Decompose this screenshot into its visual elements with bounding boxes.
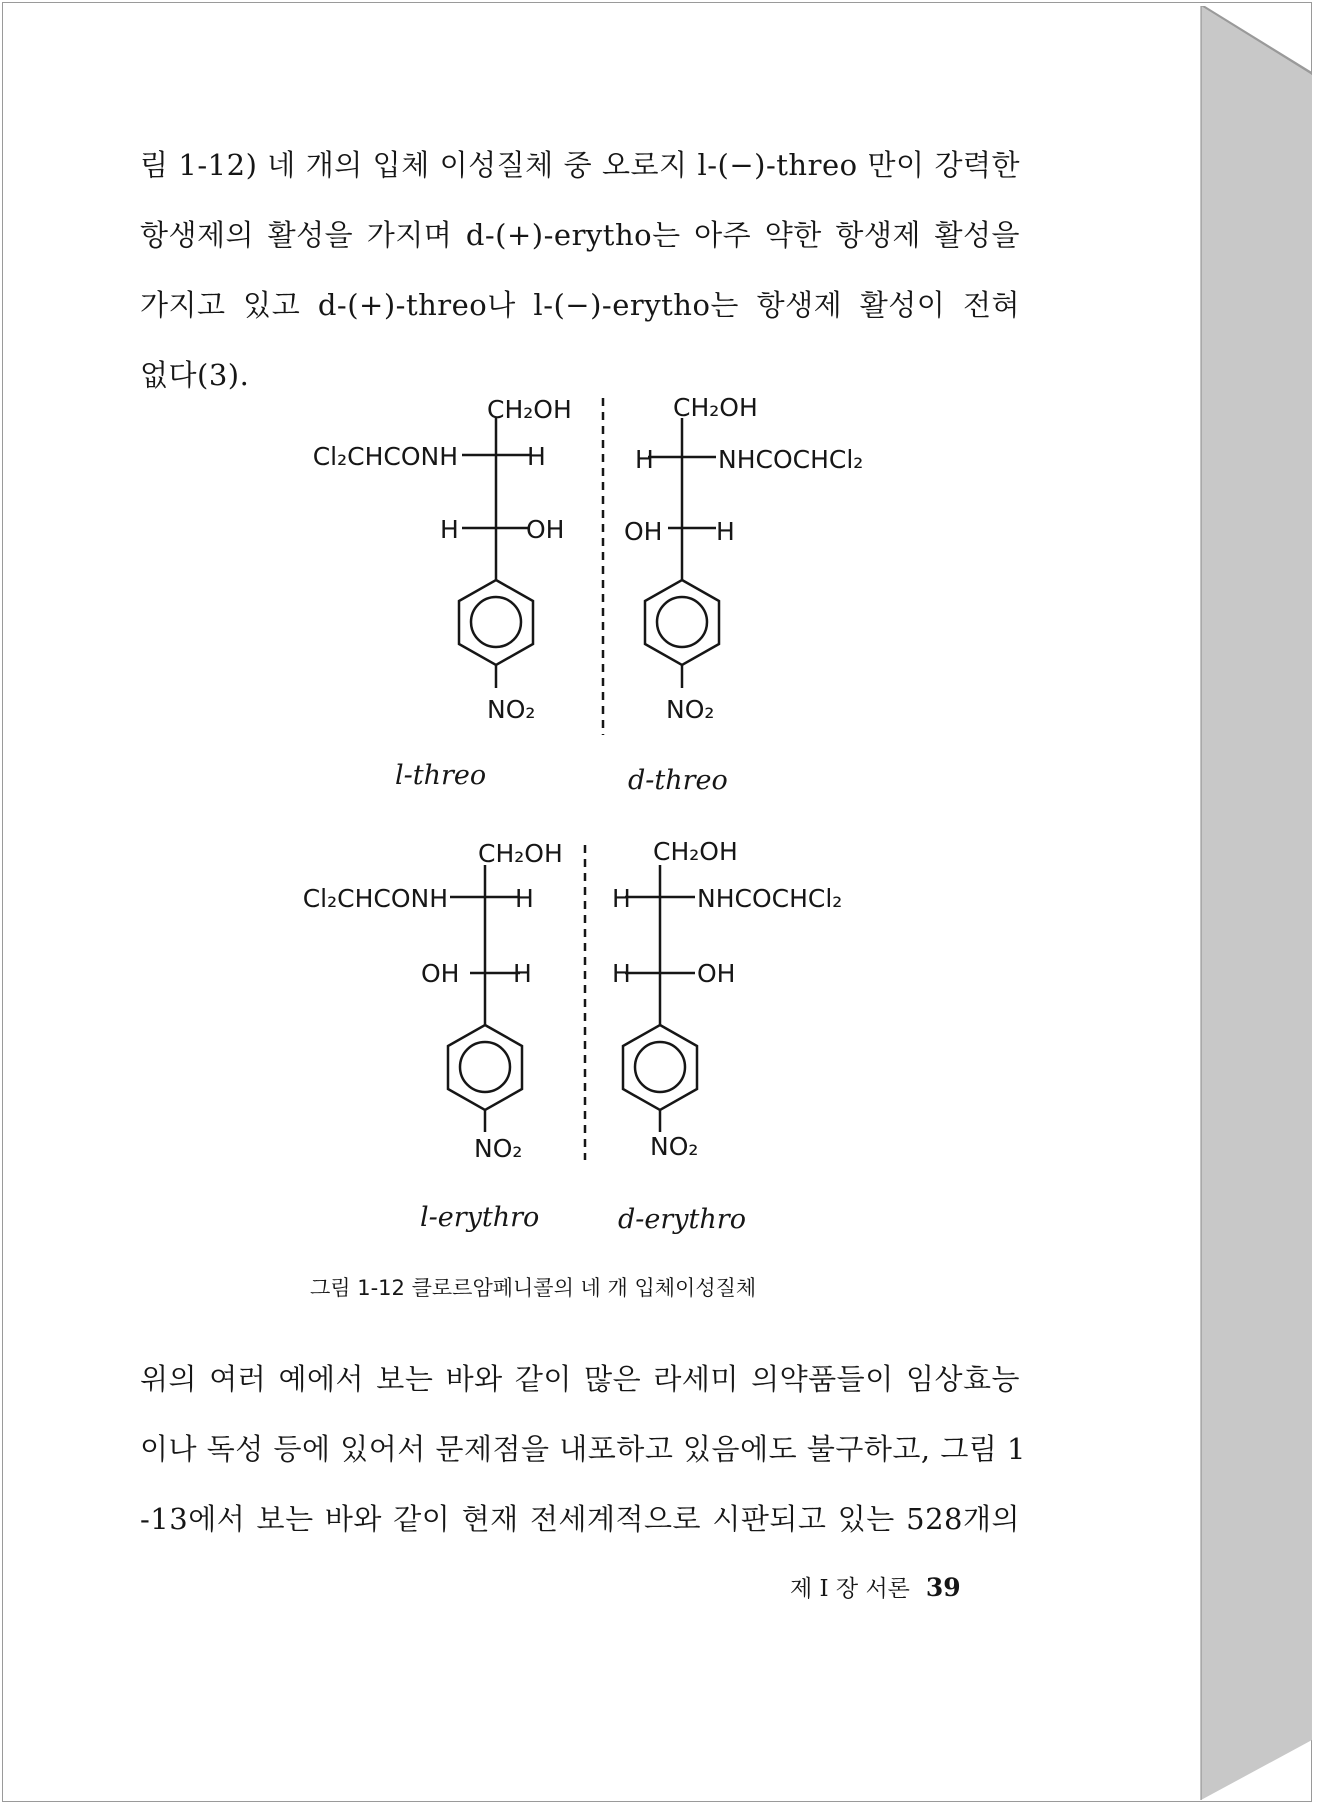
paragraph-2 (140, 1344, 1027, 1554)
figure-caption: 그림 1-12 클로르암페니콜의 네 개 입체이성질체 (310, 1276, 757, 1300)
text-line: 위의 여러 예에서 보는 바와 같이 많은 라세미 의약품들이 임상효능 (140, 1362, 1020, 1396)
ch2oh-label: CH₂OH (478, 839, 563, 868)
substituent-label: Cl₂CHCONH (312, 442, 458, 471)
text-line: 항생제의 활성을 가지며 d-(+)-erytho는 아주 약한 항생제 활성을 (140, 218, 1020, 252)
isomer-name: l-erythro (420, 1202, 540, 1233)
h-label: H (515, 884, 534, 913)
page-footer (790, 1570, 961, 1603)
ch2oh-label: CH₂OH (653, 837, 738, 866)
nitro-label: NO₂ (487, 695, 536, 724)
nitro-label: NO₂ (666, 695, 715, 724)
substituent-label: Cl₂CHCONH (302, 884, 448, 913)
h-label: H (716, 517, 735, 546)
oh-label: OH (697, 959, 736, 988)
chapter-title: 제 I 장 서론 (790, 1576, 910, 1602)
nitro-label: NO₂ (474, 1134, 523, 1163)
text-line: 가지고 있고 d-(+)-threo나 l-(−)-erytho는 항생제 활성이 전혀 (140, 288, 1020, 322)
h-label: H (612, 959, 631, 988)
isomer-name: d-threo (628, 765, 728, 796)
isomer-name: l-threo (395, 760, 487, 791)
text-line: 없다(3). (140, 358, 250, 392)
h-label: H (440, 515, 459, 544)
text-line: 이나 독성 등에 있어서 문제점을 내포하고 있음에도 불구하고, 그림 1 (140, 1432, 1027, 1466)
ch2oh-label: CH₂OH (673, 393, 758, 422)
text-line: 림 1-12) 네 개의 입체 이성질체 중 오로지 l-(−)-threo 만이 강력한 (140, 148, 1020, 182)
substituent-label: NHCOCHCl₂ (718, 445, 864, 474)
h-label: H (513, 959, 532, 988)
oh-label: OH (624, 517, 663, 546)
h-label: H (612, 884, 631, 913)
h-label: H (527, 442, 546, 471)
isomer-name: d-erythro (618, 1204, 746, 1235)
substituent-label: NHCOCHCl₂ (697, 884, 843, 913)
nitro-label: NO₂ (650, 1132, 699, 1161)
ch2oh-label: CH₂OH (487, 395, 572, 424)
oh-label: OH (526, 515, 565, 544)
text-line: -13에서 보는 바와 같이 현재 전세계적으로 시판되고 있는 528개의 (140, 1502, 1020, 1536)
h-label: H (635, 445, 654, 474)
oh-label: OH (421, 959, 460, 988)
page-number: 39 (925, 1573, 961, 1602)
